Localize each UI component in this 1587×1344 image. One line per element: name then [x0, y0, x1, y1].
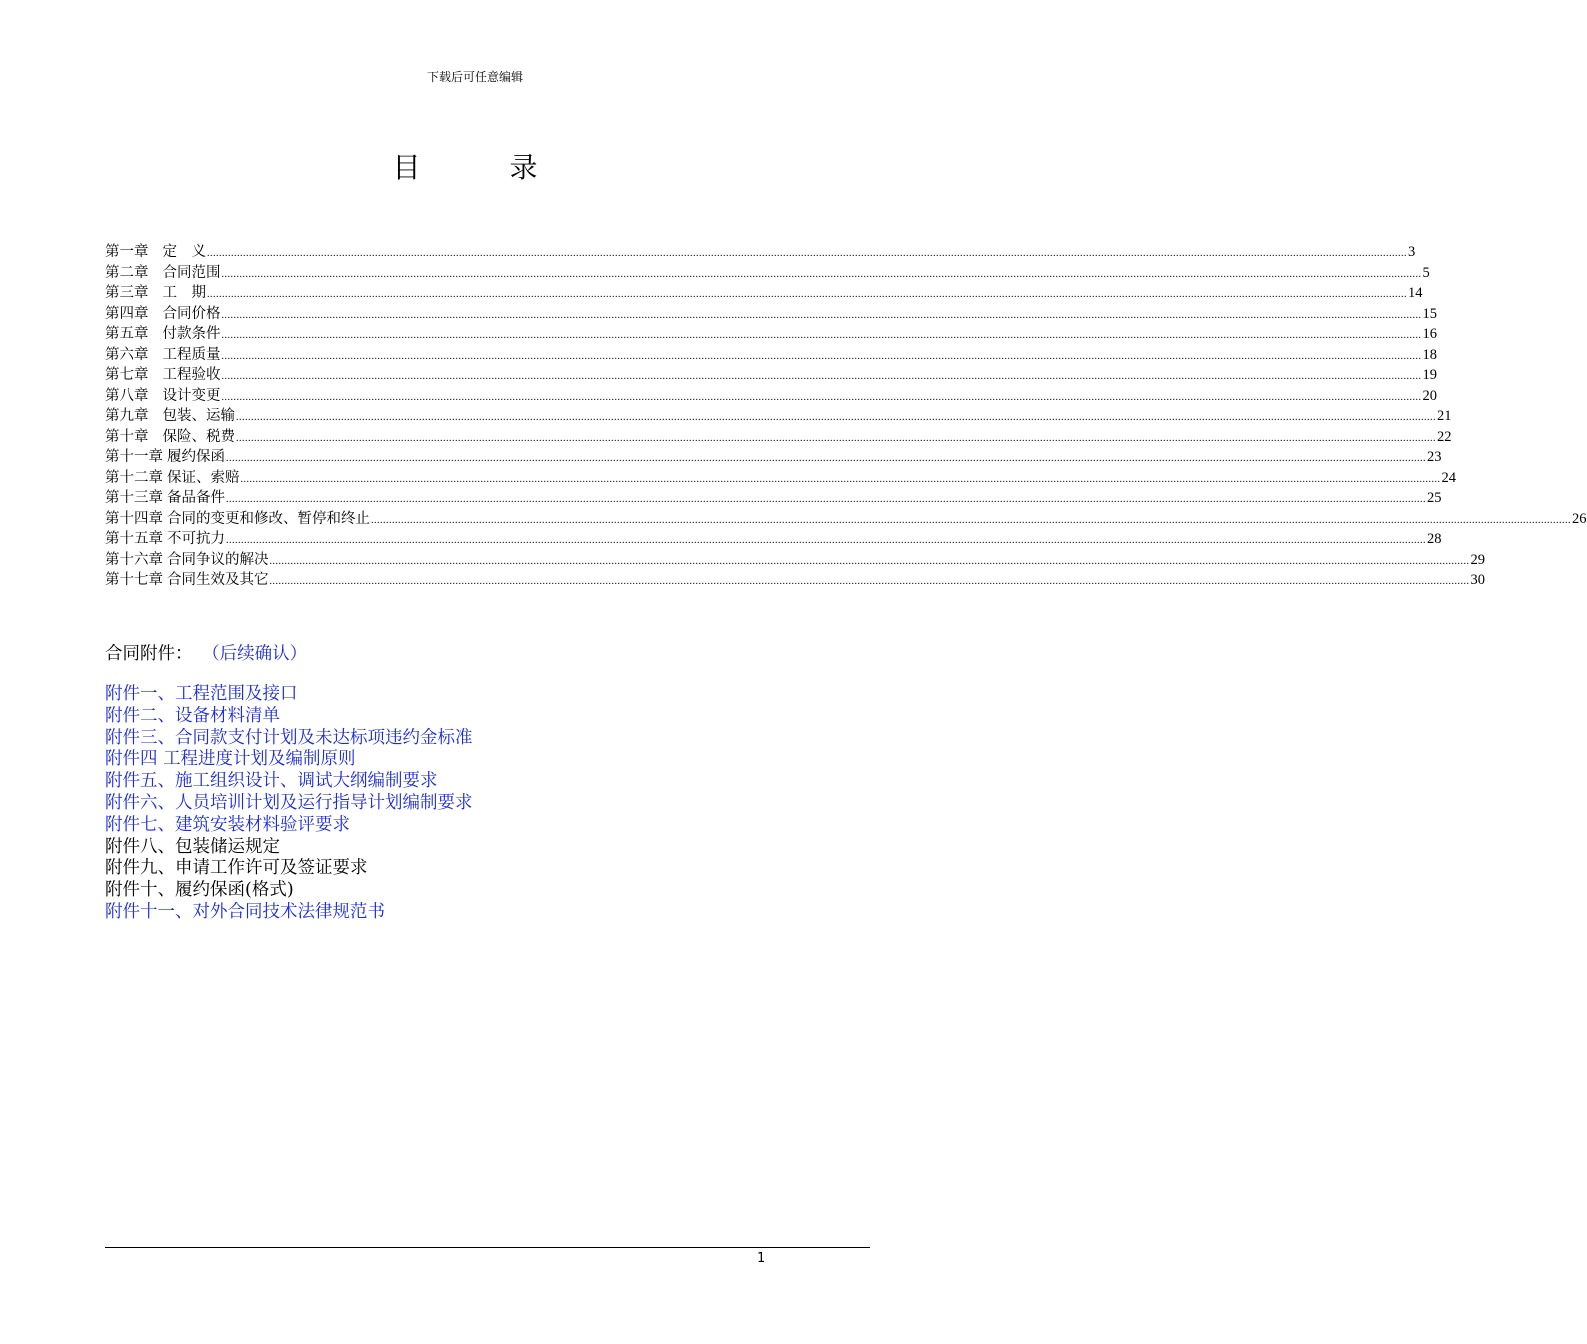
- toc-chapter: 第九章: [105, 408, 149, 424]
- page-header: 下载后可任意编辑: [426, 70, 523, 84]
- toc-page-number: 19: [1422, 367, 1437, 383]
- attachments-heading-label: 合同附件：: [105, 644, 193, 664]
- toc-entry[interactable]: [105, 384, 1437, 405]
- toc-leader-dots: ................................................................................................................................................................................................................................................................................................................................................................................................................: [371, 514, 1571, 526]
- toc-title: 不可抗力: [167, 531, 225, 547]
- toc-title: 合同生效及其它: [167, 572, 269, 588]
- toc-chapter: 第十六章: [105, 551, 163, 568]
- toc-entry[interactable]: [105, 527, 1442, 548]
- toc-leader-dots: ................................................................................................................................................................................................................................................................................................................................................................................................................: [221, 268, 1422, 280]
- toc-entry[interactable]: [105, 343, 1437, 364]
- attachment-item[interactable]: 附件二、设备材料清单: [105, 705, 280, 726]
- toc-title: 合同的变更和修改、暂停和终止: [167, 510, 370, 527]
- toc-title: 保险、税费: [162, 428, 235, 445]
- attachments-heading: [105, 640, 307, 665]
- toc-leader-dots: ................................................................................................................................................................................................................................................................................................................................................................................................................: [226, 535, 1426, 546]
- toc-entry[interactable]: [105, 322, 1437, 343]
- page-number: 1: [757, 1251, 766, 1266]
- toc-leader-dots: ................................................................................................................................................................................................................................................................................................................................................................................................................: [269, 555, 1470, 567]
- toc-page-number: 5: [1422, 264, 1430, 281]
- table-of-contents: [105, 240, 1587, 589]
- toc-leader-dots: ................................................................................................................................................................................................................................................................................................................................................................................................................: [207, 248, 1407, 259]
- toc-leader-dots: ................................................................................................................................................................................................................................................................................................................................................................................................................: [236, 412, 1436, 423]
- attachments-heading-note: （后续确认）: [202, 644, 308, 664]
- toc-title: 合同范围: [162, 264, 221, 281]
- toc-entry[interactable]: [105, 302, 1437, 323]
- attachment-item[interactable]: 附件七、建筑安装材料验评要求: [105, 814, 350, 835]
- attachment-item[interactable]: 附件九、申请工作许可及签证要求: [105, 858, 368, 879]
- toc-title: 设计变更: [162, 387, 221, 404]
- page-title: 目 录: [392, 151, 578, 184]
- toc-entry[interactable]: [105, 404, 1452, 425]
- toc-page-number: 14: [1408, 285, 1423, 301]
- toc-leader-dots: ................................................................................................................................................................................................................................................................................................................................................................................................................: [221, 391, 1422, 403]
- toc-chapter: 第一章: [105, 244, 149, 260]
- attachments-list: [105, 684, 473, 924]
- toc-chapter: 第十四章: [105, 510, 163, 527]
- toc-leader-dots: ................................................................................................................................................................................................................................................................................................................................................................................................................: [226, 453, 1426, 464]
- toc-page-number: 3: [1408, 244, 1416, 260]
- toc-entry[interactable]: [105, 240, 1416, 261]
- attachment-item[interactable]: 附件六、人员培训计划及运行指导计划编制要求: [105, 792, 473, 813]
- toc-leader-dots: ................................................................................................................................................................................................................................................................................................................................................................................................................: [221, 371, 1422, 382]
- toc-chapter: 第十三章: [105, 490, 163, 506]
- footer-divider: [105, 1247, 870, 1248]
- toc-chapter: 第八章: [105, 387, 149, 404]
- toc-entry[interactable]: [105, 425, 1452, 446]
- toc-entry[interactable]: [105, 445, 1442, 466]
- toc-page-number: 22: [1437, 428, 1452, 445]
- toc-leader-dots: ................................................................................................................................................................................................................................................................................................................................................................................................................: [226, 494, 1426, 505]
- toc-entry[interactable]: [105, 568, 1485, 589]
- attachment-item[interactable]: 附件四 工程进度计划及编制原则: [105, 749, 356, 770]
- attachment-item[interactable]: 附件十一、对外合同技术法律规范书: [105, 901, 385, 922]
- toc-title: 工程验收: [162, 367, 221, 383]
- toc-page-number: 21: [1437, 408, 1452, 424]
- toc-page-number: 25: [1427, 490, 1442, 506]
- attachment-item[interactable]: 附件一、工程范围及接口: [105, 684, 298, 704]
- toc-title: 合同价格: [162, 305, 221, 322]
- toc-title: 保证、索赔: [167, 469, 240, 486]
- toc-page-number: 20: [1422, 387, 1437, 404]
- toc-title: 工程质量: [162, 346, 221, 363]
- attachment-item[interactable]: 附件五、施工组织设计、调试大纲编制要求: [105, 771, 438, 792]
- toc-chapter: 第十二章: [105, 469, 163, 486]
- toc-leader-dots: ................................................................................................................................................................................................................................................................................................................................................................................................................: [221, 350, 1422, 362]
- toc-entry[interactable]: [105, 466, 1456, 487]
- toc-chapter: 第十五章: [105, 531, 163, 547]
- toc-chapter: 第三章: [105, 285, 149, 301]
- toc-title: 工 期: [162, 285, 206, 301]
- toc-title: 合同争议的解决: [167, 551, 269, 568]
- toc-leader-dots: ................................................................................................................................................................................................................................................................................................................................................................................................................: [221, 330, 1422, 341]
- toc-leader-dots: ................................................................................................................................................................................................................................................................................................................................................................................................................: [240, 473, 1441, 485]
- toc-chapter: 第十章: [105, 428, 149, 445]
- toc-chapter: 第六章: [105, 346, 149, 363]
- toc-entry[interactable]: [105, 363, 1437, 384]
- toc-chapter: 第十一章: [105, 449, 163, 465]
- toc-leader-dots: ................................................................................................................................................................................................................................................................................................................................................................................................................: [269, 576, 1470, 587]
- toc-entry[interactable]: [105, 507, 1587, 528]
- toc-leader-dots: ................................................................................................................................................................................................................................................................................................................................................................................................................: [221, 309, 1422, 321]
- toc-title: 履约保函: [167, 449, 225, 465]
- toc-chapter: 第七章: [105, 367, 149, 383]
- toc-leader-dots: ................................................................................................................................................................................................................................................................................................................................................................................................................: [236, 432, 1436, 444]
- toc-entry[interactable]: [105, 548, 1485, 569]
- toc-page-number: 15: [1422, 305, 1437, 322]
- toc-page-number: 29: [1470, 551, 1485, 568]
- toc-chapter: 第四章: [105, 305, 149, 322]
- toc-page-number: 26: [1572, 510, 1587, 527]
- toc-chapter: 第二章: [105, 264, 149, 281]
- toc-title: 备品备件: [167, 490, 225, 506]
- toc-page-number: 16: [1422, 326, 1437, 342]
- attachment-item[interactable]: 附件十、履约保函(格式): [105, 880, 294, 901]
- toc-page-number: 28: [1427, 531, 1442, 547]
- toc-entry[interactable]: [105, 261, 1430, 282]
- toc-entry[interactable]: [105, 281, 1423, 302]
- toc-entry[interactable]: [105, 486, 1442, 507]
- toc-page-number: 23: [1427, 449, 1442, 465]
- toc-page-number: 24: [1441, 469, 1456, 486]
- toc-leader-dots: ................................................................................................................................................................................................................................................................................................................................................................................................................: [207, 289, 1407, 300]
- toc-chapter: 第五章: [105, 326, 149, 342]
- attachment-item[interactable]: 附件八、包装储运规定: [105, 836, 280, 857]
- toc-title: 付款条件: [162, 326, 221, 342]
- toc-page-number: 30: [1470, 572, 1485, 588]
- toc-title: 定 义: [162, 244, 206, 260]
- toc-page-number: 18: [1422, 346, 1437, 363]
- attachment-item[interactable]: 附件三、合同款支付计划及未达标项违约金标准: [105, 727, 473, 748]
- toc-title: 包装、运输: [162, 408, 235, 424]
- toc-chapter: 第十七章: [105, 572, 163, 588]
